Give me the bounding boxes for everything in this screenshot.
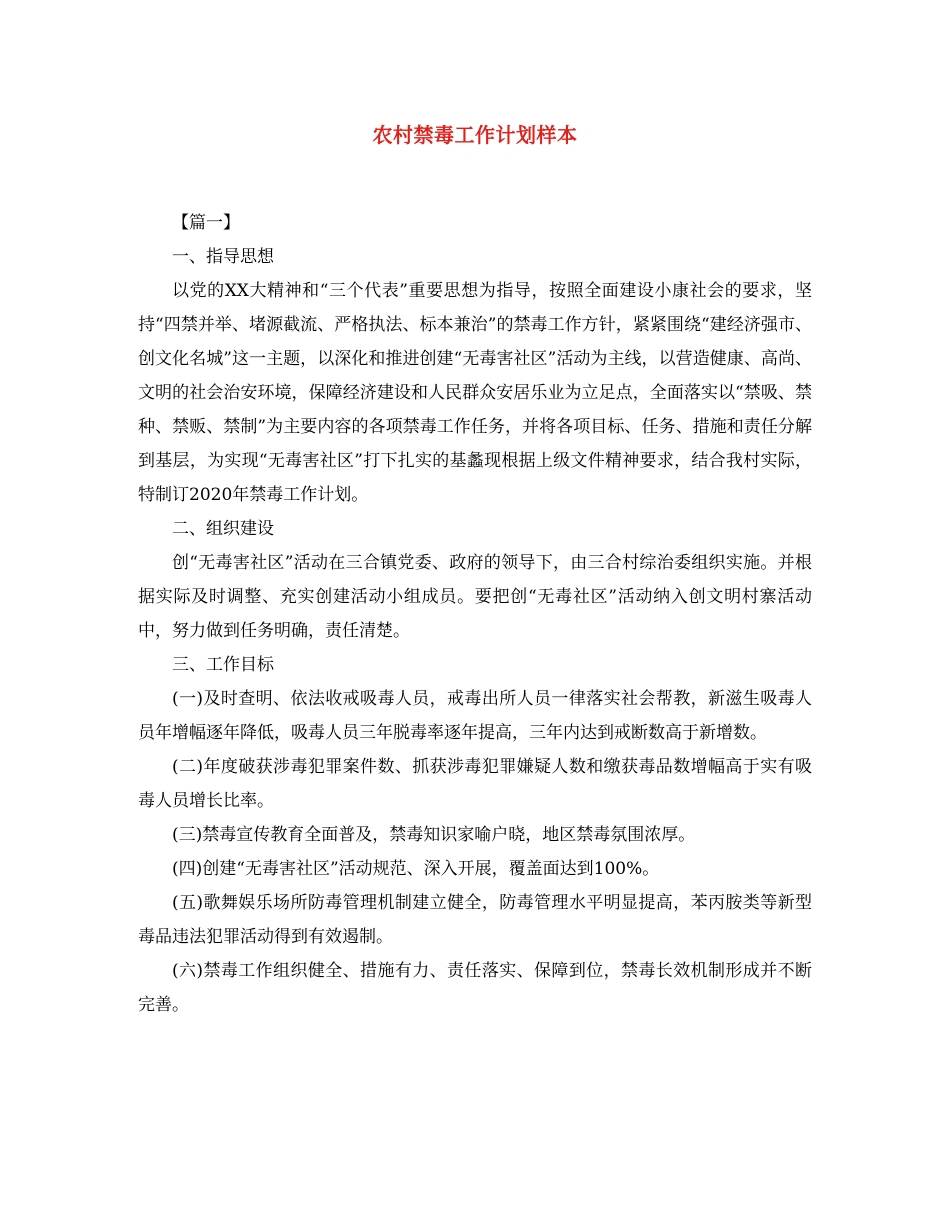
heading-organization: 二、组织建设 — [172, 519, 274, 539]
goal-item-6: (六)禁毒工作组织健全、措施有力、责任落实、保障到位，禁毒长效机制形成并不断完善。 — [138, 961, 812, 1015]
document-title: 农村禁毒工作计划样本 — [372, 123, 578, 147]
heading-guiding-ideology: 一、指导思想 — [172, 247, 274, 267]
heading-work-goals: 三、工作目标 — [172, 655, 274, 675]
paragraph-guiding-ideology: 以党的XX大精神和“三个代表”重要思想为指导，按照全面建设小康社会的要求，坚持“四禁并举、堵源截流、严格执法、标本兼治”的禁毒工作方针，紧紧围绕“建经济强市、创文化名城”这一主题，以深化和推进创建“无毒害社区”活动为主线，以营造健康、高尚、文明的社会治安环境，保障经济建设和人民群众安居乐业为立足点，全面落实以“禁吸、禁种、禁贩、禁制”为主要内容的各项禁毒工作任务，并将各项目标、任务、措施和责任分解到基层，为实现“无毒害社区”打下扎实的基蠡现根据上级文件精神要求，结合我村实际，特制订2020年禁毒工作计划。 — [138, 281, 812, 505]
goal-item-5: (五)歌舞娱乐场所防毒管理机制建立健全，防毒管理水平明显提高，苯丙胺类等新型毒品违法犯罪活动得到有效遏制。 — [138, 893, 812, 947]
goal-item-1: (一)及时查明、依法收戒吸毒人员，戒毒出所人员一律落实社会帮教，新滋生吸毒人员年增幅逐年降低，吸毒人员三年脱毒率逐年提高，三年内达到戒断数高于新增数。 — [138, 689, 812, 743]
goal-item-3: (三)禁毒宣传教育全面普及，禁毒知识家喻户晓，地区禁毒氛围浓厚。 — [172, 825, 696, 845]
goal-item-2: (二)年度破获涉毒犯罪案件数、抓获涉毒犯罪嫌疑人数和缴获毒品数增幅高于实有吸毒人员增长比率。 — [138, 757, 812, 811]
goal-item-4: (四)创建“无毒害社区”活动规范、深入开展，覆盖面达到100%。 — [172, 859, 660, 879]
paragraph-organization: 创“无毒害社区”活动在三合镇党委、政府的领导下，由三合村综治委组织实施。并根据实际及时调整、充实创建活动小组成员。要把创“无毒社区”活动纳入创文明村寨活动中，努力做到任务明确，责任清楚。 — [138, 553, 812, 641]
section-tag: 【篇一】 — [172, 213, 240, 233]
